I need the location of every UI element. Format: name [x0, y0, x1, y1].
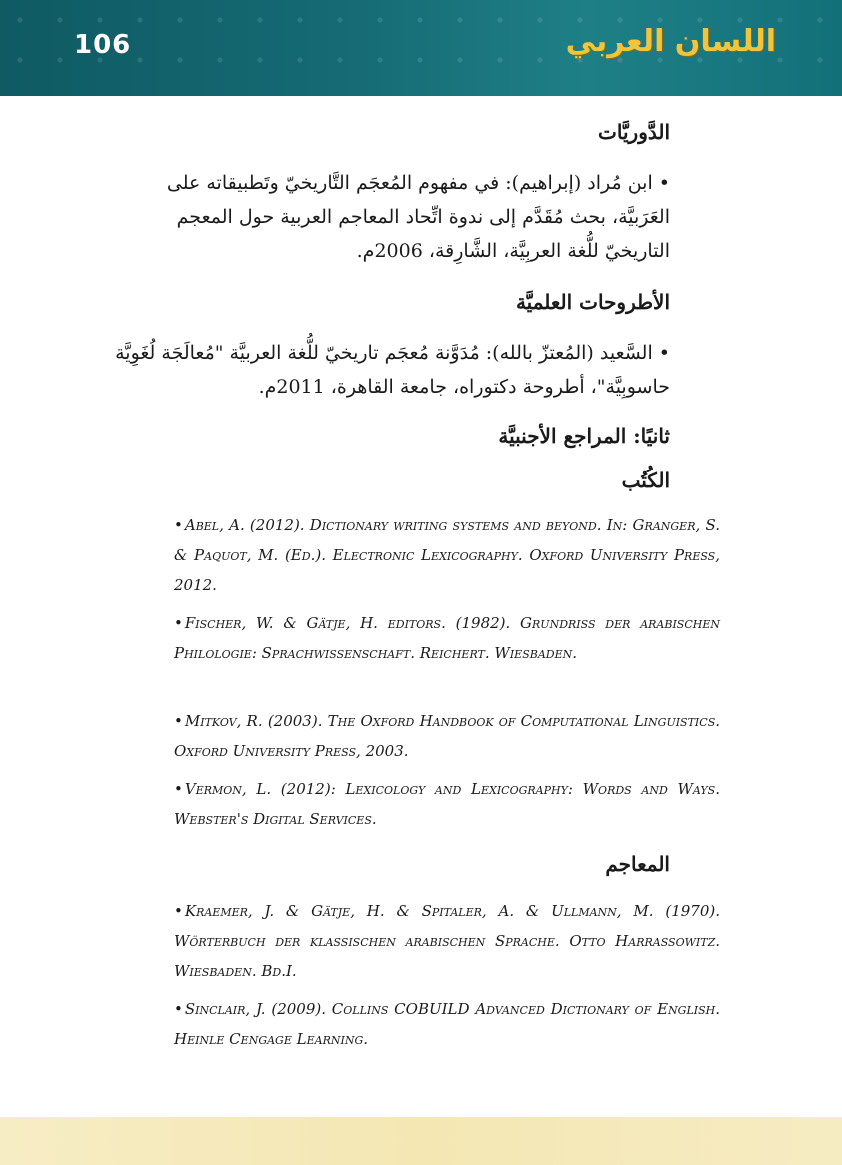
- book-entry-4: • Vermon, L. (2012): Lexicology and Lexicography: Words and Ways. Webster's Digital Services.: [174, 774, 720, 834]
- book-entry-1: • Abel, A. (2012). Dictionary writing systems and beyond. In: Granger, S. & Paquot, M. (Ed.). Electronic Lexicography. Oxford University Press, 2012.: [174, 510, 720, 600]
- dictionary-entry-1: • Kraemer, J. & Gätje, H. & Spitaler, A. & Ullmann, M. (1970). Wörterbuch der klassischen arabischen Sprache. Otto Harrassowitz. Wiesbaden. Bd.I.: [174, 896, 720, 986]
- bullet-icon: •: [174, 1000, 183, 1018]
- dictionary-entry-2: • Sinclair, J. (2009). Collins COBUILD Advanced Dictionary of English. Heinle Cengage Learning.: [174, 994, 720, 1054]
- book-entry-2: • Fischer, W. & Gätje, H. editors. (1982). Grundriss der arabischen Philologie: Sprachwissenschaft. Reichert. Wiesbaden.: [174, 608, 720, 668]
- page-header: [0, 0, 842, 96]
- heading-theses: الأطروحات العلميَّة: [515, 290, 670, 314]
- book-entry-3: • Mitkov, R. (2003). The Oxford Handbook of Computational Linguistics. Oxford University Press, 2003.: [174, 706, 720, 766]
- journal-logo: اللسان العربي: [565, 24, 776, 59]
- periodical-entry-1: • ابن مُراد (إبراهيم): في مفهوم المُعجَم التَّاريخيّ وتَطبيقاته على العَرَبيَّة، بحث مُقَدَّم إلى ندوة اتِّحاد المعاجم العربية حول المعجم التاريخيّ للُّغة العربِيَّة، الشَّارِقة، 2006م.: [166, 172, 670, 262]
- page-number: 106: [74, 30, 132, 60]
- heading-foreign-references: ثانيًا: المراجع الأجنبيَّة: [498, 424, 670, 448]
- bullet-icon: •: [174, 516, 183, 534]
- heading-books: الكُتُب: [621, 468, 670, 492]
- bullet-icon: •: [174, 902, 183, 920]
- bullet-icon: •: [174, 780, 183, 798]
- bullet-icon: •: [174, 712, 183, 730]
- bullet-icon: •: [174, 614, 183, 632]
- heading-dictionaries: المعاجم: [605, 852, 670, 876]
- heading-periodicals: الدَّوريَّات: [598, 120, 670, 144]
- thesis-entry-1: • السَّعيد (المُعتزّ بالله): مُدَوَّنة مُعجَم تاريخيّ للُّغة العربيَّة "مُعالَجَة لُغَوِيَّة حاسوبِيَّة"، أطروحة دكتوراه، جامعة القاهرة، 2011م.: [115, 342, 670, 398]
- page-footer: [0, 1117, 842, 1165]
